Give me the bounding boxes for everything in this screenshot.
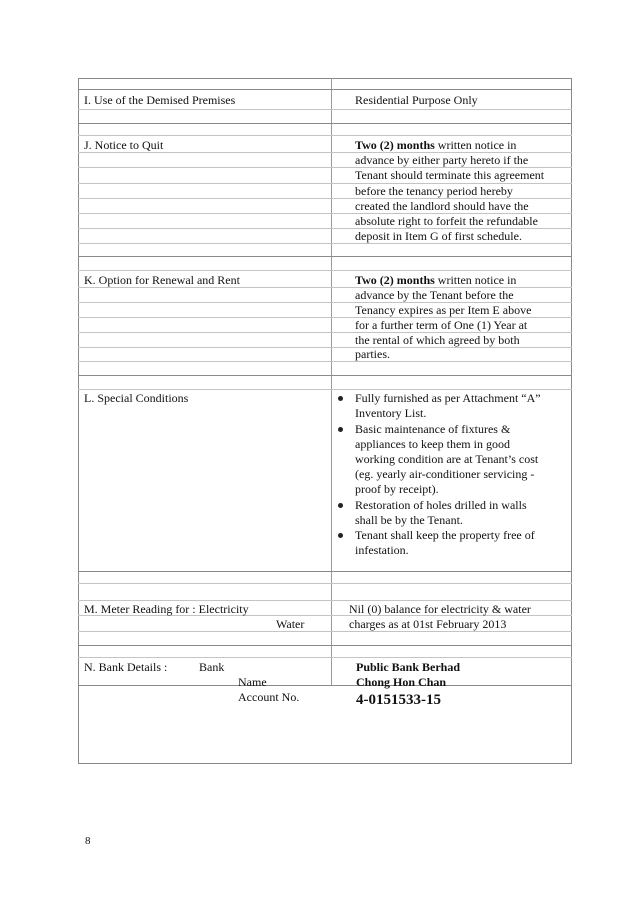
- section-k-line: Tenancy expires as per Item E above: [355, 303, 532, 317]
- row-rule: [78, 375, 572, 376]
- section-i-value: Residential Purpose Only: [355, 93, 478, 107]
- row-rule: [78, 389, 572, 390]
- section-j-line: before the tenancy period hereby: [355, 184, 513, 198]
- section-k-label: K. Option for Renewal and Rent: [84, 273, 240, 287]
- condition-line: Inventory List.: [355, 406, 427, 420]
- section-j-first-line-rest: written notice in: [434, 138, 517, 152]
- condition-line: infestation.: [355, 543, 409, 557]
- row-rule: [78, 135, 572, 136]
- section-j-line: created the landlord should have the: [355, 199, 529, 213]
- account-number: 4-0151533-15: [356, 692, 441, 708]
- section-j-bold-lead: Two (2) months: [355, 138, 435, 152]
- row-rule: [78, 583, 572, 584]
- name-label: Name: [238, 675, 267, 689]
- condition-line: Fully furnished as per Attachment “A”: [355, 391, 541, 405]
- row-rule: [78, 361, 572, 362]
- condition-line: (eg. yearly air-conditioner servicing -: [355, 467, 535, 481]
- section-j-line: Tenant should terminate this agreement: [355, 168, 545, 182]
- row-rule: [78, 645, 572, 646]
- row-rule: [78, 685, 572, 686]
- section-k-line: parties.: [355, 347, 390, 361]
- section-k-line: the rental of which agreed by both: [355, 333, 520, 347]
- bullet-icon: [338, 503, 343, 508]
- bank-label: Bank: [199, 660, 225, 674]
- section-j-first-line: [355, 138, 516, 152]
- condition-line: appliances to keep them in good: [355, 437, 510, 451]
- row-rule: [78, 347, 572, 348]
- bullet-icon: [338, 427, 343, 432]
- condition-line: Tenant shall keep the property free of: [355, 528, 535, 542]
- bullet-icon: [338, 396, 343, 401]
- condition-line: Basic maintenance of fixtures &: [355, 422, 511, 436]
- section-k-first-line-rest: written notice in: [434, 273, 517, 287]
- section-k-line: advance by the Tenant before the: [355, 288, 514, 302]
- condition-line: shall be by the Tenant.: [355, 513, 463, 527]
- section-j-line: absolute right to forfeit the refundable: [355, 214, 538, 228]
- account-holder-name: Chong Hon Chan: [356, 675, 447, 689]
- section-m-label: M. Meter Reading for : Electricity: [84, 602, 249, 616]
- section-k-first-line: [355, 273, 516, 287]
- section-m-line: charges as at 01st February 2013: [349, 617, 507, 631]
- bank-name: Public Bank Berhad: [356, 660, 461, 674]
- account-label: Account No.: [238, 690, 300, 704]
- row-rule: [78, 109, 572, 110]
- row-rule: [78, 256, 572, 257]
- condition-line: proof by receipt).: [355, 482, 439, 496]
- section-j-line: deposit in Item G of first schedule.: [355, 229, 522, 243]
- section-m-water-label: Water: [276, 617, 305, 631]
- section-n-label: N. Bank Details :: [84, 660, 168, 674]
- page-number: 8: [85, 835, 91, 847]
- row-rule: [78, 243, 572, 244]
- condition-line: working condition are at Tenant’s cost: [355, 452, 539, 466]
- section-j-line: advance by either party hereto if the: [355, 153, 529, 167]
- row-rule: [78, 657, 572, 658]
- row-rule: [78, 89, 572, 90]
- condition-line: Restoration of holes drilled in walls: [355, 498, 527, 512]
- section-i-label: I. Use of the Demised Premises: [84, 93, 236, 107]
- section-k-bold-lead: Two (2) months: [355, 273, 435, 287]
- section-m-line: Nil (0) balance for electricity & water: [349, 602, 531, 616]
- section-j-label: J. Notice to Quit: [84, 138, 164, 152]
- row-rule: [78, 571, 572, 572]
- section-l-label: L. Special Conditions: [84, 391, 189, 405]
- column-divider: [331, 78, 332, 685]
- row-rule: [78, 123, 572, 124]
- row-rule: [78, 600, 572, 601]
- section-k-line: for a further term of One (1) Year at: [355, 318, 528, 332]
- bullet-icon: [338, 533, 343, 538]
- row-rule: [78, 631, 572, 632]
- row-rule: [78, 270, 572, 271]
